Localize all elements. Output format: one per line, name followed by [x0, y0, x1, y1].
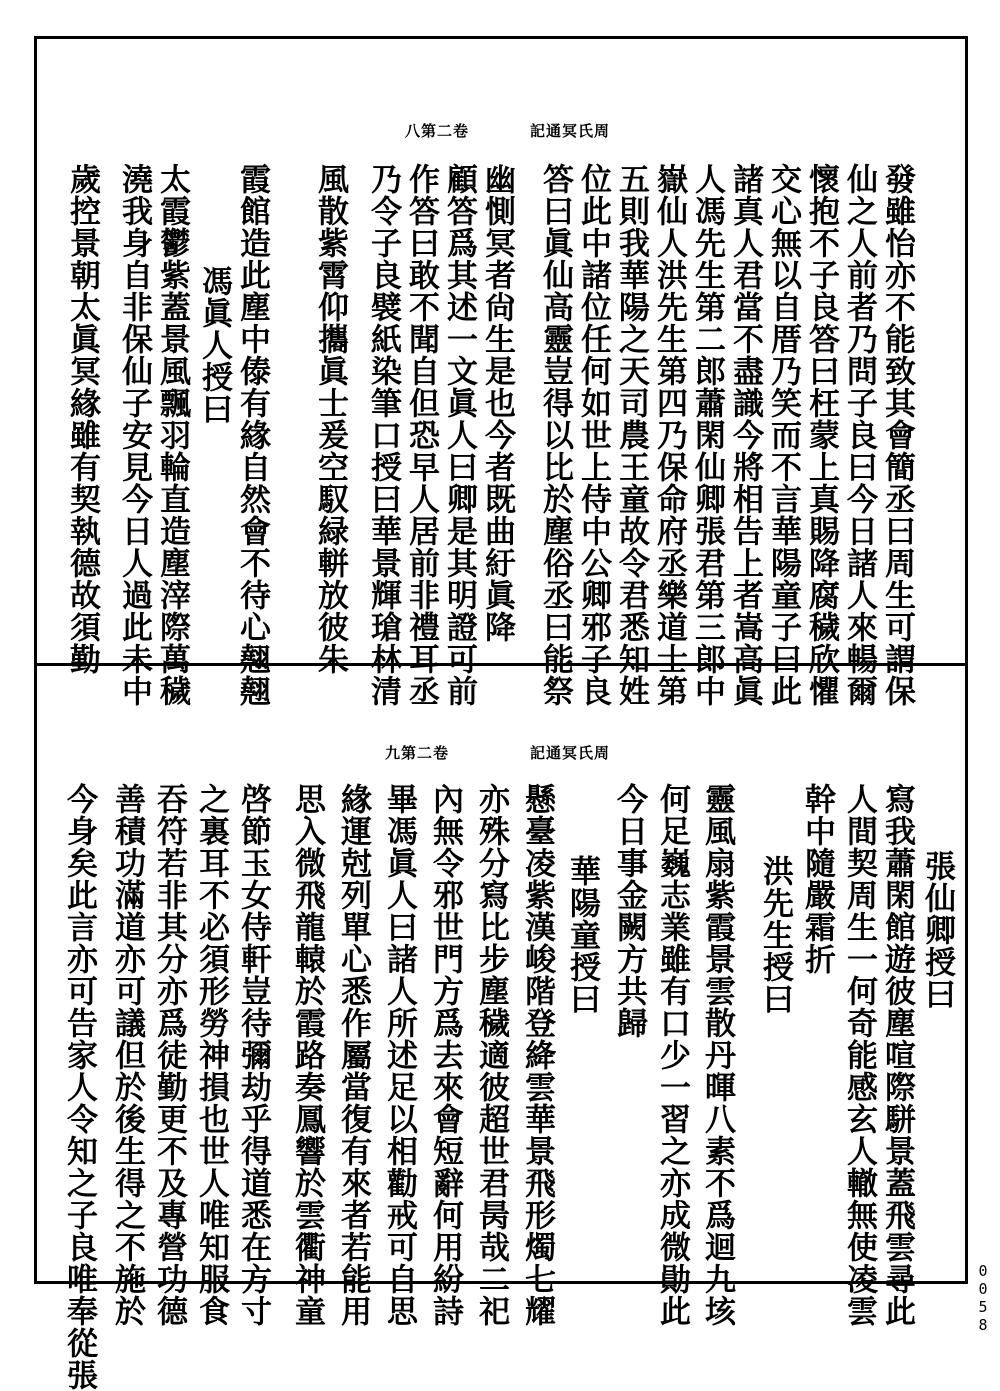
bottom-column: 畢馮眞人曰諸人所述足以相勸戒可自思: [381, 783, 417, 1327]
top-column: 歲控景朝太眞冥緣雖有契執德故須勤: [64, 163, 100, 675]
top-column: 霞館造此塵中傣有緣自然會不待心翹翹: [234, 163, 270, 707]
bottom-header-title: 記通冥氏周: [530, 744, 611, 762]
bottom-column: 思入微飛龍轅於霞路奏鳳響於雲衢神童: [289, 783, 325, 1327]
bottom-column: 人間契周生一何奇能感玄人轍無使凌雲: [841, 783, 877, 1327]
bottom-column: 善積功滿道亦可議但於後生得之不施於: [109, 783, 145, 1327]
bottom-column: 寫我蕭閑館遊彼塵喧際駢景蓋飛雲尋此: [879, 783, 915, 1327]
bottom-header-volume: 九第二卷: [385, 744, 450, 762]
bottom-column: 懸臺凌紫漢峻階登絳雲華景飛形燭七耀: [519, 783, 555, 1327]
bottom-column: 啓節玉女侍軒豈待彌劫乎得道悉在方寸: [235, 783, 271, 1327]
bottom-column: 吞符若非其分亦爲徒勤更不及專營功德: [151, 783, 187, 1327]
top-column-heading: 馮眞人授曰: [196, 265, 232, 425]
top-column: 諸真人君當不盡識今將相告上者嵩高眞: [727, 163, 763, 707]
bottom-column-heading: 華陽童授曰: [564, 855, 600, 1015]
top-column: 發雖怡亦不能致其會簡丞曰周生可謂保: [879, 163, 915, 707]
bottom-column: 之裏耳不必須形勞神損也世人唯知服食: [193, 783, 229, 1327]
top-header-title: 記通冥氏周: [530, 122, 611, 140]
bottom-column: 亦殊分寫比步塵穢適彼超世君昺哉二祀: [473, 783, 509, 1327]
top-column: 五則我華陽之天司農王童故令君悉知姓: [613, 163, 649, 707]
top-column: 仙之人前者乃問子良曰今日諸人來暢爾: [841, 163, 877, 707]
bottom-column-heading: 洪先生授曰: [757, 855, 793, 1015]
top-column: 顧答爲其述一文眞人曰卿是其明證可前: [441, 163, 477, 707]
top-column: 人馮先生第二郎蕭閑仙卿張君第三郎中: [689, 163, 725, 707]
top-column: 太霞鬱紫蓋景風飄羽輪直造塵滓際萬穢: [154, 163, 190, 707]
top-column: 幽惻冥者尙生是也今者既曲紆眞降: [479, 163, 515, 643]
bottom-column: 何足巍志業雖有口少一習之亦成微勛此: [654, 783, 690, 1327]
bottom-column: 幹中隨嚴霜折: [799, 783, 835, 975]
bottom-column: 靈風扇紫霞景雲散丹暉八素不爲迴九垓: [699, 783, 735, 1327]
top-column: 答曰眞仙高靈豈得以比於塵俗丞曰能祭: [537, 163, 573, 707]
top-column: 嶽仙人洪先生第四乃保命府丞樂道士第: [651, 163, 687, 707]
bottom-column: 今日事金闕方共歸: [611, 783, 647, 1039]
top-column: 風散紫霄仰攜眞士爰空馭緑軿放彼朱: [312, 163, 348, 675]
top-column: 乃令子良襞紙染筆口授曰華景輝瑲林清: [365, 163, 401, 707]
bottom-column-heading: 張仙卿授曰: [919, 850, 955, 1010]
top-column: 位此中諸位任何如世上侍中公卿邪子良: [575, 163, 611, 707]
top-header-volume: 八第二卷: [405, 122, 470, 140]
top-column: 作答曰敢不聞自但恐早人居前非禮耳丞: [403, 163, 439, 707]
top-column: 懷抱不子良答曰枉蒙上真賜降腐穢欣懼: [803, 163, 839, 707]
bottom-column: 內無令邪世門方爲去來會短辭何用紛詩: [427, 783, 463, 1327]
bottom-column: 緣運尅列單心悉作屬當復有來者若能用: [335, 783, 371, 1327]
top-column: 交心無以自厝乃笑而不言華陽童子曰此: [765, 163, 801, 707]
page-number: 0058: [974, 1262, 992, 1334]
bottom-column: 今身矣此言亦可告家人令知之子良唯奉從張: [61, 783, 97, 1391]
top-column: 澆我身自非保仙子安見今日人過此未中: [116, 163, 152, 707]
